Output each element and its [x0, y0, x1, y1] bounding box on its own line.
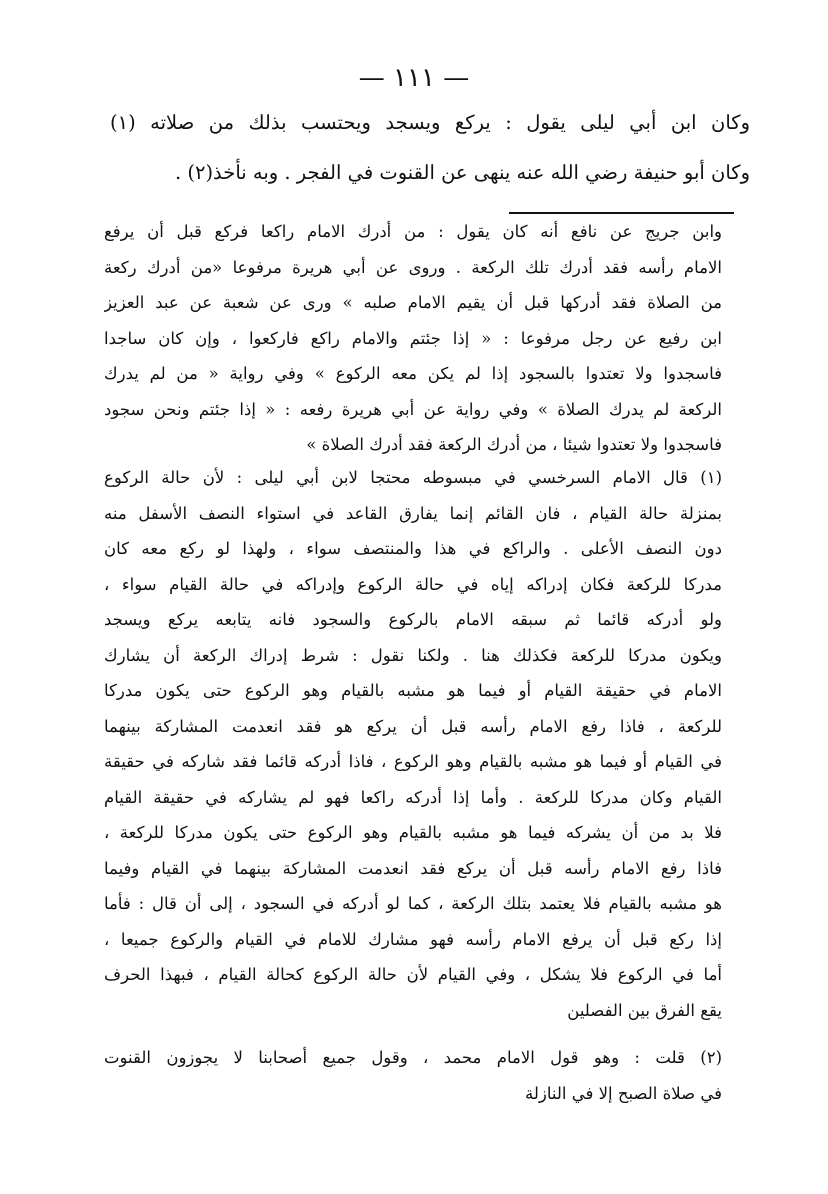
footnote-line: في صلاة الصبح إلا في النازلة — [524, 1083, 722, 1103]
footnote-1 — [104, 460, 722, 1028]
footnote-line: فاسجدوا ولا تعتدوا شيئا ، من أدرك الركعة فقد أدرك الصلاة » — [306, 435, 722, 454]
footnote-line: الامام رأسه فقد أدرك تلك الركعة . وروى عن أبي هريرة مرفوعا «من أدرك ركعة — [104, 257, 722, 277]
footnote-line: فاسجدوا ولا تعتدوا بالسجود إذا لم يكن معه الركوع » وفي رواية « من لم يدرك — [104, 364, 722, 383]
footnote-line: القيام وكان مدركا للركعة . وأما إذا أدركه راكعا فهو لم يشاركه في حقيقة القيام — [104, 787, 722, 807]
main-text — [110, 98, 750, 198]
footnote-line: بمنزلة حالة القيام ، فان القائم إنما يفارق القاعد في استواء النصف الأسفل منه — [104, 503, 722, 523]
footnote-line: فاذا رفع الامام رأسه قبل أن يركع فقد انعدمت المشاركة بينهما في القيام وفيما — [104, 858, 722, 878]
footnote-line: مدركا للركعة فكان إدراكه إياه في حالة الركوع وإدراكه في حالة القيام سواء ، — [104, 574, 722, 594]
footnote-line: الامام في حقيقة القيام أو فيما هو مشبه بالقيام وهو الركوع حتى يكون مدركا — [104, 681, 722, 700]
footnote-line: يقع الفرق بين الفصلين — [567, 1000, 722, 1020]
footnote-2 — [104, 1040, 722, 1111]
footnote-line: ولو أدركه قائما ثم سبقه الامام بالركوع والسجود فانه يتابعه يركع ويسجد — [104, 610, 722, 629]
footnote-line: (١) قال الامام السرخسي في مبسوطه محتجا لابن أبي ليلى : لأن حالة الركوع — [104, 468, 722, 487]
footnote-line: إذا ركع قبل أن يرفع الامام رأسه فهو مشارك للامام في القيام والركوع جميعا ، — [104, 929, 722, 949]
footnote-line: للركعة ، فاذا رفع الامام رأسه قبل أن يركع هو فقد انعدمت المشاركة بينهما — [104, 716, 722, 736]
footnote-line: (٢) قلت : وهو قول الامام محمد ، وقول جميع أصحابنا لا يجوزون القنوت — [104, 1048, 722, 1067]
footnote-line: هو مشبه بالقيام فلا يعتمد بتلك الركعة ، كما لو أدركه في السجود ، إلى أن قال : فأما — [104, 894, 722, 913]
page-number: — ١١١ — — [358, 63, 470, 93]
footnote-line: فلا بد من أن يشركه فيما هو مشبه بالقيام وهو الركوع حتى يكون مدركا للركعة ، — [104, 823, 722, 842]
footnote-line: وابن جريج عن نافع أنه كان يقول : من أدرك الامام راكعا فركع قبل أن يرفع — [104, 222, 722, 241]
footnote-line: من الصلاة فقد أدركها قبل أن يقيم الامام صلبه » ورى عن شعبة عن عبد العزيز — [104, 293, 722, 312]
footnote-line: أما في الركوع فلا يشكل ، وفي القيام لأن حالة الركوع كحالة القيام ، فبهذا الحرف — [104, 965, 722, 984]
main-text-line: وكان أبو حنيفة رضي الله عنه ينهى عن القنوت في الفجر . وبه نأخذ(٢) . — [174, 161, 750, 184]
footnote-line: ابن رفيع عن رجل مرفوعا : « إذا جئتم والامام راكع فاركعوا ، وإن كان ساجدا — [104, 328, 722, 348]
footnote-line: في القيام أو فيما هو مشبه بالقيام وهو الركوع ، فاذا أدركه قائما فقد شاركه في حقيقة — [104, 752, 722, 771]
footnote-continuation — [104, 214, 722, 463]
footnote-line: دون النصف الأعلى . والراكع في هذا والمنتصف سواء ، ولهذا لو ركع معه كان — [104, 539, 722, 558]
main-text-line: وكان ابن أبي ليلى يقول : يركع ويسجد ويحتسب بذلك من صلاته (١) — [110, 111, 750, 134]
footnote-line: الركعة لم يدرك الصلاة » وفي رواية عن أبي هريرة رفعه : « إذا جئتم ونحن سجود — [104, 399, 722, 419]
footnote-line: ويكون مدركا للركعة فكذلك هنا . ولكنا نقول : شرط إدراك الركعة أن يشارك — [104, 645, 722, 665]
